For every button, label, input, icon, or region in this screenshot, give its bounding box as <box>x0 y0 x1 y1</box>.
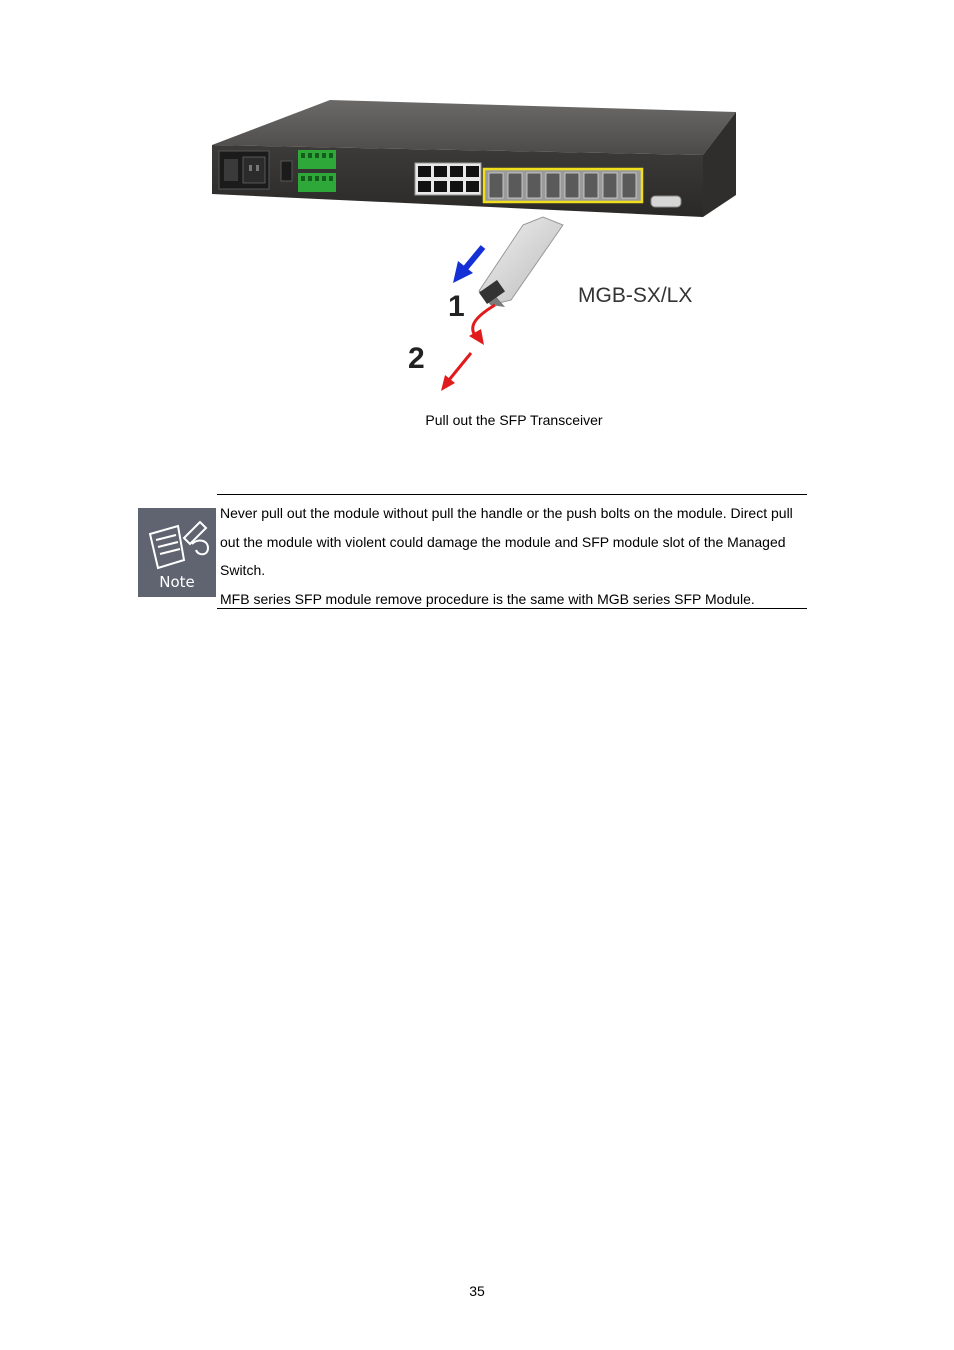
note-box <box>217 494 807 609</box>
managed-switch-illustration <box>212 100 736 217</box>
figure-caption: Pull out the SFP Transceiver <box>425 412 603 428</box>
sfp-transceiver-illustration <box>479 217 563 307</box>
page-number: 35 <box>469 1283 485 1299</box>
step-1-label: 1 <box>448 290 465 323</box>
note-paragraph-1: Never pull out the module without pull the handle or the push bolts on the module. Direct pull out the module with violent could damage the module and SFP module slot of the Managed Switch. <box>220 505 793 578</box>
blue-arrow-icon <box>453 247 483 283</box>
sfp-removal-figure <box>205 95 745 405</box>
red-curved-arrow-icon <box>469 305 495 345</box>
note-text <box>220 499 810 613</box>
module-model-label: MGB-SX/LX <box>578 284 693 307</box>
step-2-label: 2 <box>408 342 425 375</box>
note-paragraph-2: MFB series SFP module remove procedure is the same with MGB series SFP Module. <box>220 590 755 607</box>
red-straight-arrow-icon <box>441 353 471 391</box>
note-icon <box>138 508 216 597</box>
note-icon-label: Note <box>159 573 195 591</box>
